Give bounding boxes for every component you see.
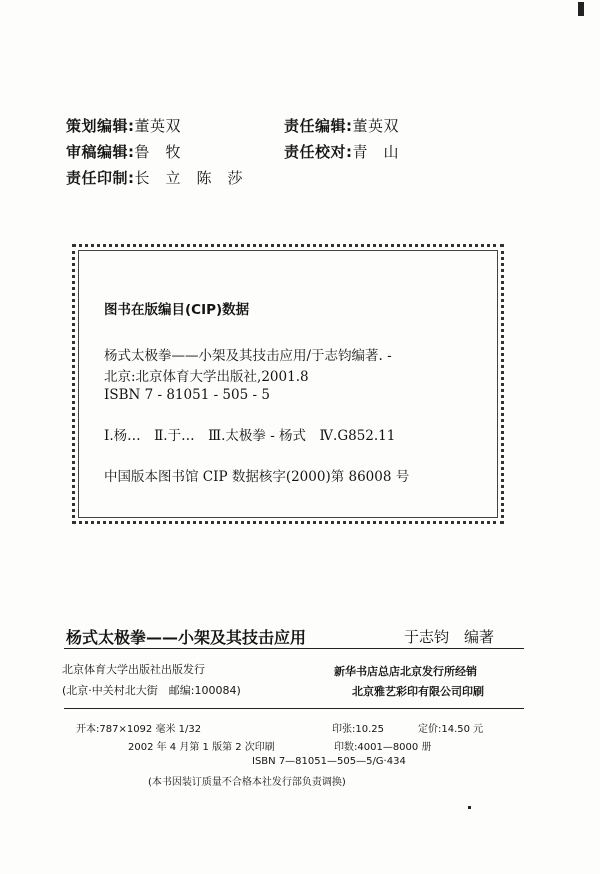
planning-editor-name: 董英双 [134, 117, 182, 135]
publisher-rule [64, 708, 524, 709]
distributor-line: 新华书店总店北京发行所经销 [334, 665, 477, 678]
spec-format: 开本:787×1092 毫米 1/32 [76, 724, 202, 735]
scan-dot [468, 806, 471, 809]
responsible-editor-name: 董英双 [352, 117, 400, 135]
print-manager-name: 长 立 陈 莎 [134, 169, 244, 187]
cip-subject-line: Ⅰ.杨… Ⅱ.于… Ⅲ.太极拳 - 杨式 Ⅳ.G852.11 [104, 428, 396, 444]
publisher-address: (北京·中关村北大街 邮编:100084) [62, 684, 241, 697]
cip-record-line: 中国版本图书馆 CIP 数据核字(2000)第 86008 号 [104, 469, 410, 485]
review-editor [66, 141, 181, 162]
printer-line: 北京雅艺彩印有限公司印刷 [352, 685, 484, 698]
cip-title-line: 杨式太极拳——小架及其技击应用/于志钧编著. - [104, 348, 392, 364]
title-rule [64, 648, 524, 649]
responsible-editor [284, 115, 399, 136]
spec-edition: 2002 年 4 月第 1 版第 2 次印刷 [128, 742, 275, 753]
planning-editor-label: 策划编辑: [66, 117, 135, 135]
spec-isbn: ISBN 7—81051—505—5/G·434 [252, 756, 406, 767]
spec-price: 定价:14.50 元 [418, 724, 484, 735]
cip-heading: 图书在版编目(CIP)数据 [104, 302, 250, 318]
spec-notice: (本书因装订质量不合格本社发行部负责调换) [148, 777, 346, 788]
cip-isbn-line: ISBN 7 - 81051 - 505 - 5 [104, 387, 270, 403]
book-author: 于志钧 编著 [404, 628, 495, 646]
publisher-line: 北京体育大学出版社出版发行 [62, 663, 205, 676]
proof-editor-name: 青 山 [352, 143, 400, 161]
scan-mark-top-right [578, 2, 584, 16]
responsible-editor-label: 责任编辑: [284, 117, 353, 135]
spec-sheets: 印张:10.25 [332, 724, 384, 735]
cip-publisher-line: 北京:北京体育大学出版社,2001.8 [104, 369, 309, 385]
proof-editor-label: 责任校对: [284, 143, 353, 161]
planning-editor [66, 115, 181, 136]
spec-print-run: 印数:4001—8000 册 [334, 742, 432, 753]
print-manager-label: 责任印制: [66, 169, 135, 187]
review-editor-name: 鲁 牧 [134, 143, 182, 161]
print-manager [66, 167, 243, 188]
book-title: 杨式太极拳——小架及其技击应用 [66, 628, 307, 647]
proof-editor [284, 141, 399, 162]
review-editor-label: 审稿编辑: [66, 143, 135, 161]
